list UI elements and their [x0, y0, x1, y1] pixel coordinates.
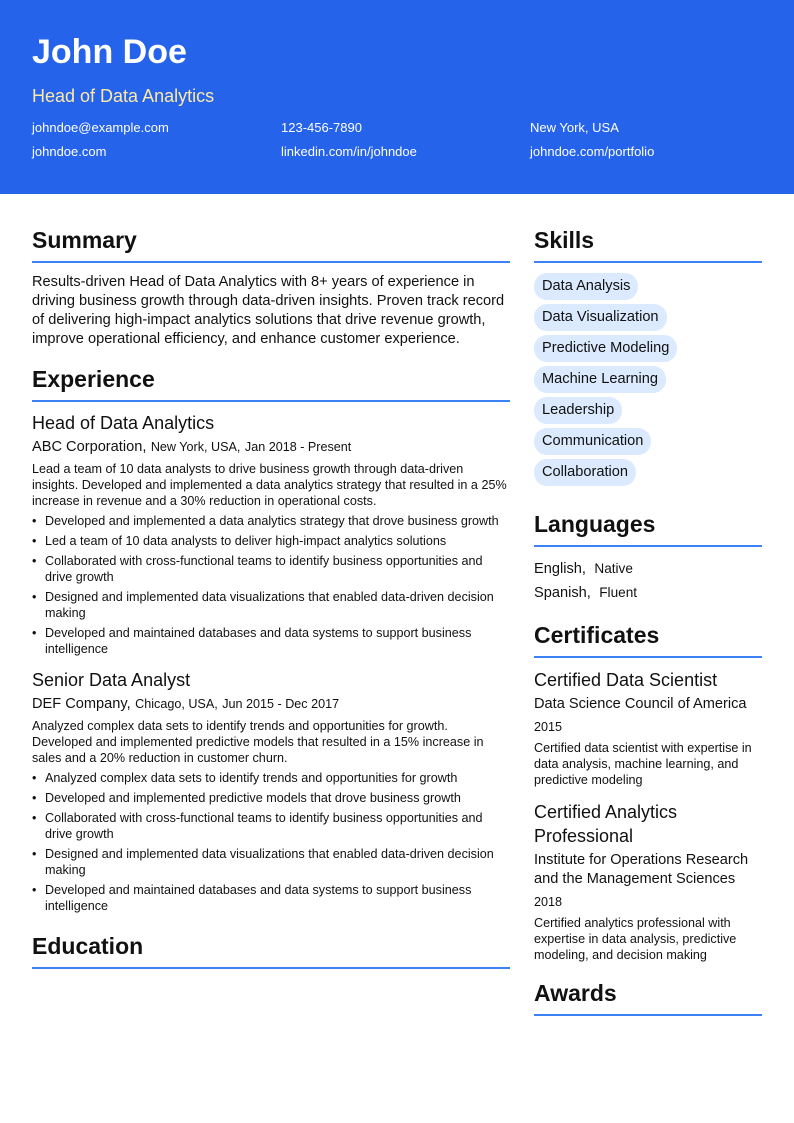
education-heading: Education [32, 932, 510, 969]
certificates-heading: Certificates [534, 621, 762, 658]
skills-section [534, 226, 762, 490]
contact-email[interactable]: johndoe@example.com [32, 120, 169, 135]
certificate-title: Certified Analytics Professional [534, 802, 678, 846]
certificate-org: Data Science Council of America [534, 696, 747, 712]
language-level: Fluent [599, 585, 638, 600]
job-location: Chicago, USA, [135, 697, 218, 711]
candidate-title: Head of Data Analytics [32, 86, 215, 106]
language-name: Spanish, [534, 585, 591, 601]
main-column [32, 226, 510, 979]
job-bullet: • Developed and implemented predictive models that drove business growth [32, 790, 510, 806]
summary-section [32, 226, 510, 349]
job-bullet: • Analyzed complex data sets to identify trends and opportunities for growth [32, 770, 510, 786]
job-title: Head of Data Analytics [32, 413, 215, 433]
side-column [534, 226, 762, 1026]
job-bullet: • Developed and maintained databases and data systems to support business intelligence [32, 882, 510, 914]
certificate-description: Certified data scientist with expertise in data analysis, machine learning, and predictive modeling [534, 741, 752, 787]
language-name: English, [534, 561, 586, 577]
certificate-year: 2015 [534, 720, 563, 734]
summary-heading: Summary [32, 226, 510, 263]
experience-heading: Experience [32, 365, 510, 402]
job-bullet: • Developed and maintained databases and data systems to support business intelligence [32, 625, 510, 657]
contact-linkedin[interactable]: linkedin.com/in/johndoe [281, 144, 417, 159]
job-location: New York, USA, [150, 440, 241, 454]
awards-section [534, 979, 762, 1016]
job-dates: Jan 2018 - Present [244, 440, 352, 454]
certificate-org: Institute for Operations Research and the Management Sciences [534, 852, 749, 887]
certificate-description: Certified analytics professional with expertise in data analysis, predictive modeling, and decision making [534, 916, 737, 962]
resume-header [0, 0, 794, 194]
job-title: Senior Data Analyst [32, 670, 191, 690]
certificate-title: Certified Data Scientist [534, 670, 718, 690]
summary-text: Results-driven Head of Data Analytics with 8+ years of experience in driving business growth through data-driven insights. Proven track record of delivering high-impact analytics solutions that drive revenue growth, improve operational efficiency, and enhance customer experience. [32, 274, 505, 347]
job-description: Lead a team of 10 data analysts to drive business growth through data-driven insights. Developed and implemented a data analytics strategy that resulted in a 25% increase in revenue and a 30% reduction in operational costs. [32, 462, 507, 508]
contact-location: New York, USA [530, 120, 619, 135]
job-company: ABC Corporation, [32, 439, 147, 455]
language-item [534, 557, 762, 581]
skill-tag: Data Analysis [534, 273, 638, 300]
job-bullet: • Collaborated with cross-functional teams to identify business opportunities and drive growth [32, 553, 510, 585]
languages-section [534, 510, 762, 605]
contact-portfolio[interactable]: johndoe.com/portfolio [530, 144, 655, 159]
experience-section [32, 365, 510, 914]
skills-list [534, 273, 762, 490]
contact-phone[interactable]: 123-456-7890 [281, 120, 362, 135]
skill-tag: Machine Learning [534, 366, 666, 393]
certificate-year: 2018 [534, 895, 563, 909]
job-bullet: • Developed and implemented a data analytics strategy that drove business growth [32, 513, 510, 529]
awards-heading: Awards [534, 979, 762, 1016]
skill-tag: Leadership [534, 397, 622, 424]
job-bullet: • Designed and implemented data visualizations that enabled data-driven decision making [32, 846, 510, 878]
job-bullets [32, 770, 510, 914]
job-entry [32, 412, 510, 657]
certificate-entry [534, 800, 762, 963]
job-bullets [32, 513, 510, 657]
language-item [534, 581, 762, 605]
job-bullet: • Led a team of 10 data analysts to deliver high-impact analytics solutions [32, 533, 510, 549]
candidate-name: John Doe [32, 33, 187, 71]
skill-tag: Predictive Modeling [534, 335, 677, 362]
skills-heading: Skills [534, 226, 762, 263]
job-dates: Jun 2015 - Dec 2017 [222, 697, 340, 711]
job-description: Analyzed complex data sets to identify trends and opportunities for growth. Developed and implemented predictive models that resulted in a 15% increase in sales and a 20% reduction in customer churn. [32, 719, 484, 765]
job-company: DEF Company, [32, 696, 131, 712]
language-level: Native [594, 561, 633, 576]
contact-website[interactable]: johndoe.com [32, 144, 107, 159]
skill-tag: Collaboration [534, 459, 636, 486]
job-bullet: • Designed and implemented data visualizations that enabled data-driven decision making [32, 589, 510, 621]
skill-tag: Data Visualization [534, 304, 667, 331]
certificate-entry [534, 668, 762, 788]
languages-heading: Languages [534, 510, 762, 547]
skill-tag: Communication [534, 428, 651, 455]
job-meta [32, 694, 510, 714]
job-meta [32, 437, 510, 457]
education-section [32, 932, 510, 969]
contact-grid [32, 120, 762, 160]
job-entry [32, 669, 510, 914]
certificates-section [534, 621, 762, 963]
job-bullet: • Collaborated with cross-functional teams to identify business opportunities and drive growth [32, 810, 510, 842]
